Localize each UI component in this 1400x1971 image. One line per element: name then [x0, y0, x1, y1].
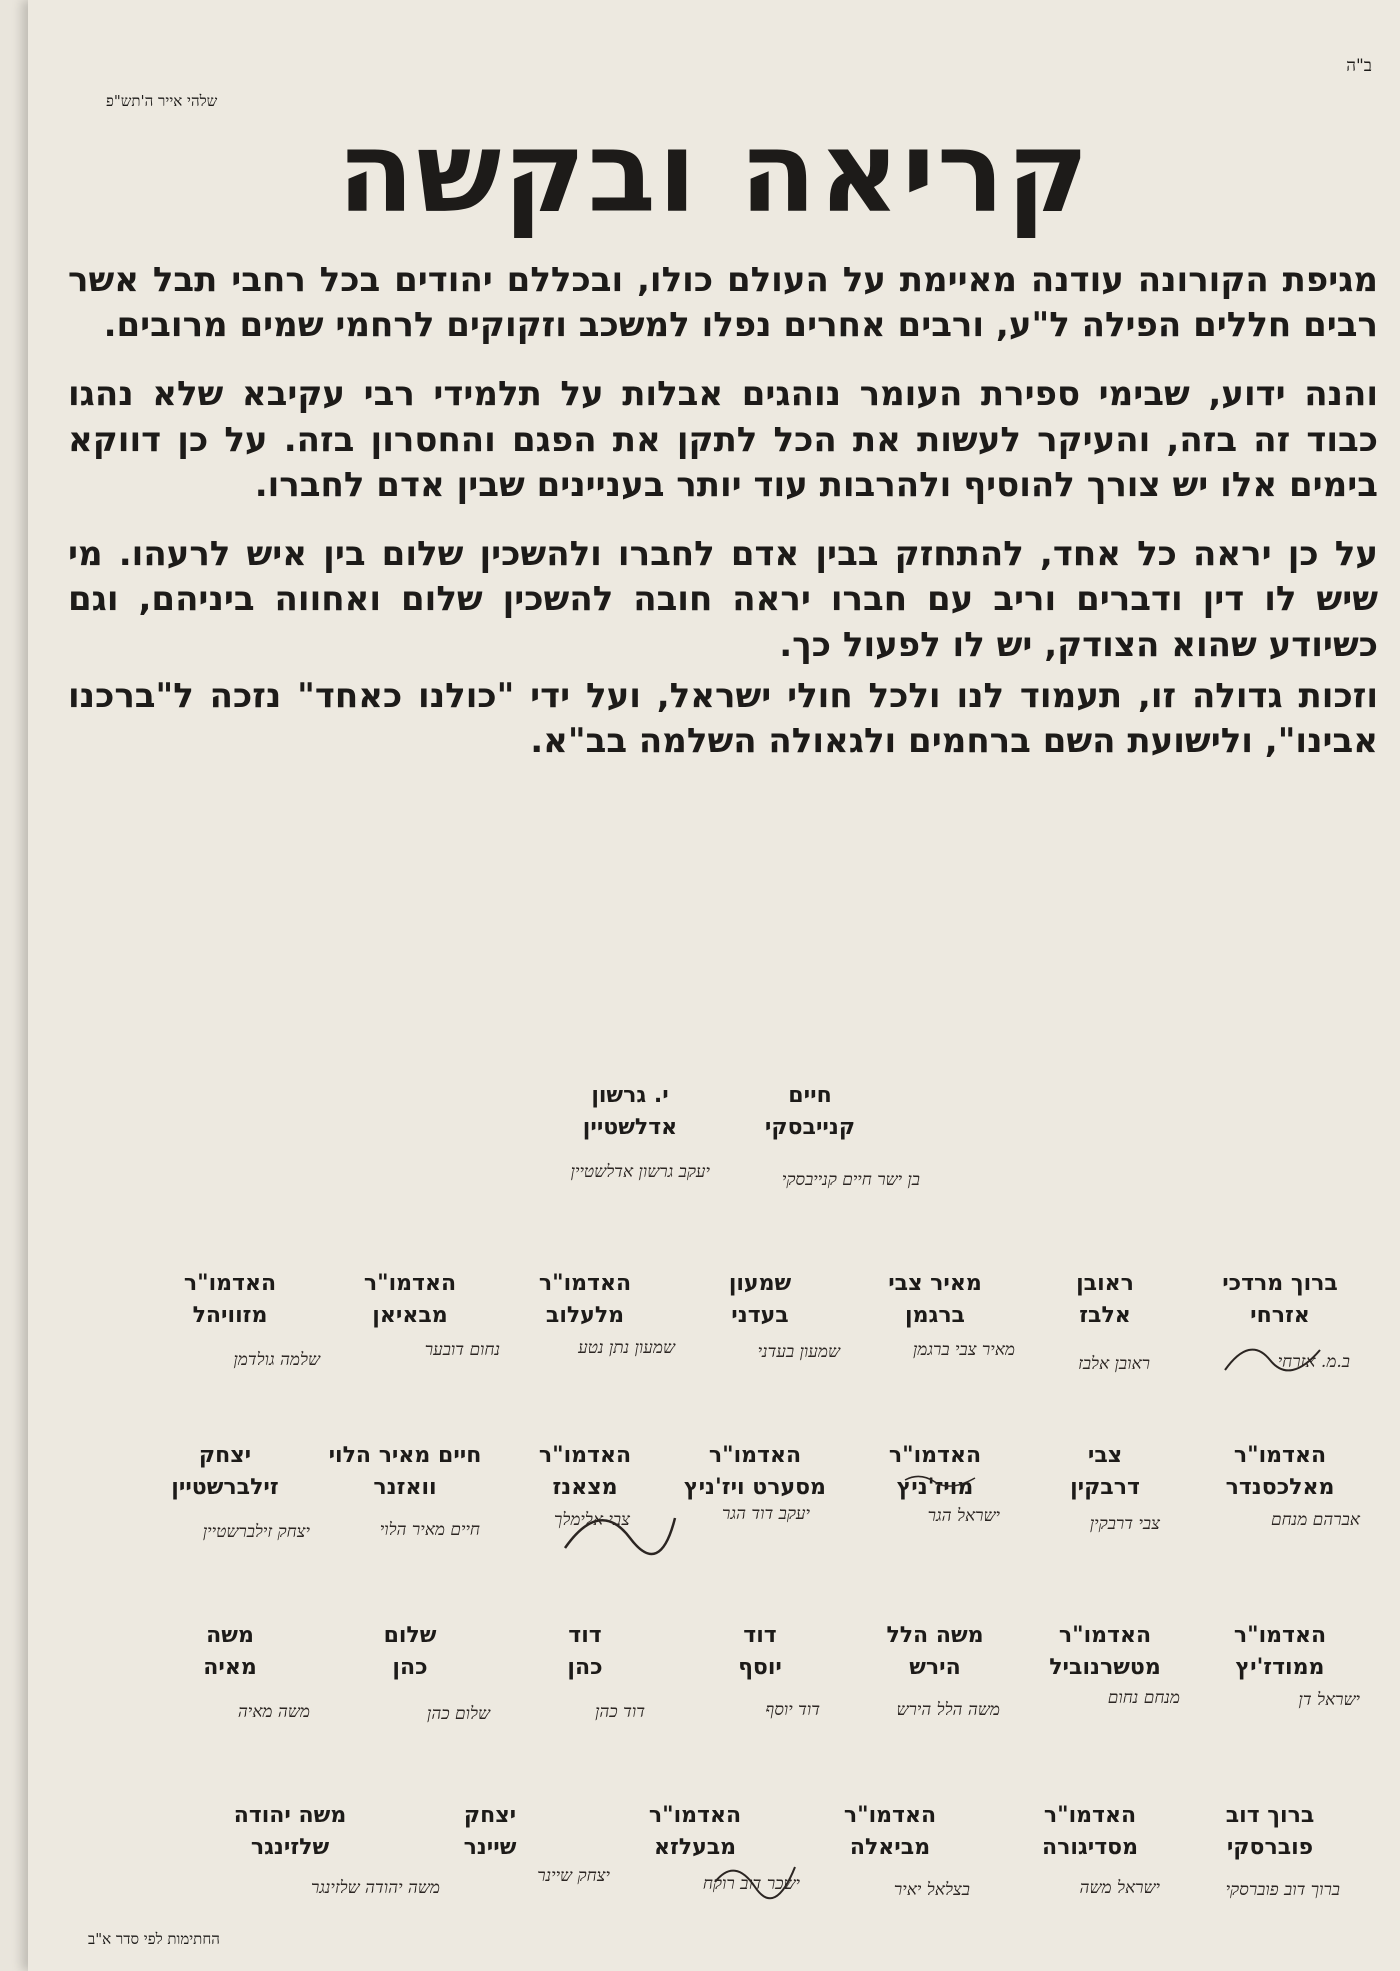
signatory: [1200, 1800, 1340, 1864]
signatory-line2: אלבז: [1079, 1302, 1131, 1328]
signatory-line1: שלום: [383, 1623, 437, 1648]
handwritten-signature: מנחם נחום: [1107, 1688, 1180, 1708]
signatory-line1: האדמו"ר: [1233, 1623, 1327, 1648]
signatory-line2: וואזנר: [373, 1474, 437, 1500]
handwritten-signature: יצחק שיינר: [537, 1866, 610, 1886]
signatory: [1210, 1268, 1350, 1332]
signatory-line1: האדמו"ר: [1043, 1803, 1137, 1828]
signatory-line2: מטשרנוביל: [1049, 1654, 1161, 1680]
handwritten-signature: מאיר צבי ברגמן: [912, 1340, 1015, 1360]
signatory: [865, 1268, 1005, 1332]
signature-scrawl: [1220, 1330, 1330, 1380]
signatory-line2: מאיה: [203, 1654, 257, 1680]
handwritten-signature: בן ישר חיים קנייבסקי: [781, 1170, 920, 1190]
handwritten-signature: דוד כהן: [595, 1702, 645, 1722]
signatory-line1: שמעון: [728, 1271, 792, 1296]
handwritten-signature: חיים מאיר הלוי: [379, 1520, 480, 1540]
top-signatory-1: [730, 1080, 890, 1144]
signatory-line2: קנייבסקי: [764, 1114, 856, 1140]
signatory: [1035, 1440, 1175, 1504]
signatory-line1: ברוך דוב: [1225, 1803, 1315, 1828]
signatory-line1: יצחק: [198, 1443, 252, 1468]
handwritten-signature: שלמה גולדמן: [233, 1350, 320, 1370]
signatory-line1: חיים מאיר הלוי: [328, 1443, 482, 1468]
signatory-line2: מצאנז: [552, 1474, 618, 1500]
signature-scrawl: [710, 1852, 800, 1902]
paragraph-2: והנה ידוע, שבימי ספירת העומר נוהגים אבלות על תלמידי רבי עקיבא שלא נהגו כבוד זה בזה, והעיקר לעשות את הכל לתקן את הפגם והחסרון בזה. על כן דווקא בימים אלו יש צורך להוסיף ולהרבות עוד יותר בעניינים שבין אדם לחברו.: [68, 374, 1378, 505]
signatory-line1: האדמו"ר: [888, 1443, 982, 1468]
signatory: [340, 1268, 480, 1332]
signatory-line1: האדמו"ר: [183, 1271, 277, 1296]
handwritten-signature: ישראל משה: [1079, 1878, 1160, 1898]
paragraph-3: על כן יראה כל אחד, להתחזק בבין אדם לחברו ולהשכין שלום בין איש לרעהו. מי שיש לו דין ודברים וריב עם חברו יראה חובה להשכין שלום ואחווה ביניהם, וגם כשיודע שהוא הצודק, יש לו לפעול כך.: [68, 534, 1378, 665]
body-text: [68, 258, 1378, 788]
signatory-line1: האדמו"ר: [648, 1803, 742, 1828]
signatory-line1: האדמו"ר: [363, 1271, 457, 1296]
top-signatory-2: [550, 1080, 710, 1144]
signatory-line2: מביאלה: [849, 1834, 931, 1860]
handwritten-signature: משה מאיה: [237, 1702, 310, 1722]
signatory-line1: ראובן: [1076, 1271, 1134, 1296]
signatory-line2: מסערט ויז'ניץ: [684, 1474, 826, 1500]
signatory-line2: מלעלוב: [545, 1302, 625, 1328]
signatory-line2: ברגמן: [905, 1302, 965, 1328]
footer-note: החתימות לפי סדר א"ב: [88, 1930, 220, 1948]
signatory-line1: האדמו"ר: [843, 1803, 937, 1828]
signatory-line1: משה יהודה: [233, 1803, 347, 1828]
signatory-line1: האדמו"ר: [538, 1271, 632, 1296]
handwritten-signature: שלום כהן: [427, 1704, 490, 1724]
handwritten-signature: יצחק זילברשטיין: [202, 1522, 310, 1542]
handwritten-signature: צבי אלימלך: [554, 1510, 630, 1530]
handwritten-signature: יעקב גרשון אדלשטיין: [570, 1162, 710, 1182]
signatory-line2: כהן: [567, 1654, 603, 1680]
signatory-line2: שלזינגר: [250, 1834, 330, 1860]
handwritten-signature: שמעון בעדני: [757, 1342, 840, 1362]
handwritten-signature: אברהם מנחם: [1271, 1510, 1360, 1530]
signatory-line1: האדמו"ר: [1233, 1443, 1327, 1468]
signatory: [690, 1620, 830, 1684]
signatory: [340, 1620, 480, 1684]
signatory-line2: יוסף: [738, 1654, 782, 1680]
page-title: קריאה ובקשה: [337, 108, 1091, 238]
signatory-line2: פוברסקי: [1226, 1834, 1314, 1860]
signatory-line1: האדמו"ר: [708, 1443, 802, 1468]
signatory-line1: יצחק: [463, 1803, 517, 1828]
handwritten-signature: צבי דרבקין: [1089, 1514, 1160, 1534]
signature-scrawl: [560, 1498, 680, 1558]
signatory: [160, 1620, 300, 1684]
signatory-line1: י. גרשון: [591, 1083, 669, 1108]
signatory-line2: מויז'ניץ: [896, 1474, 974, 1500]
signatory: [430, 1800, 550, 1864]
handwritten-signature: ברוך דוב פוברסקי: [1225, 1880, 1340, 1900]
signatory-line1: משה: [206, 1623, 254, 1648]
handwritten-signature: משה יהודה שלזינגר: [310, 1878, 440, 1898]
signatory: [675, 1440, 835, 1504]
signatory-line1: דוד: [568, 1623, 602, 1648]
signatory: [150, 1440, 300, 1504]
signatory: [515, 1620, 655, 1684]
signatory-line1: האדמו"ר: [538, 1443, 632, 1468]
signatory: [690, 1268, 830, 1332]
paragraph-4: וזכות גדולה זו, תעמוד לנו ולכל חולי ישראל, ועל ידי "כולנו כאחד" נזכה ל"ברכנו אבינו", ולישועת השם ברחמים ולגאולה השלמה בב"א.: [68, 675, 1378, 761]
bh-header: ב"ה: [1346, 56, 1372, 76]
handwritten-signature: שמעון נתן נטע: [578, 1338, 675, 1358]
signatory-line2: זילברשטיין: [171, 1474, 279, 1500]
signatory-line2: ממודז'יץ: [1235, 1654, 1325, 1680]
signatory: [220, 1800, 360, 1864]
handwritten-signature: בצלאל יאיר: [893, 1880, 970, 1900]
signatory-line2: אדלשטיין: [582, 1114, 678, 1140]
signatory: [515, 1440, 655, 1504]
handwritten-signature: ראובן אלבז: [1078, 1354, 1150, 1374]
signatory: [160, 1268, 300, 1332]
signatory: [515, 1268, 655, 1332]
handwritten-signature: ישכר דוב רוקח: [702, 1874, 800, 1894]
signatory: [1020, 1800, 1160, 1864]
signatory-line2: הירש: [909, 1654, 961, 1680]
signatory-line1: ברוך מרדכי: [1222, 1271, 1338, 1296]
signatory-line2: מאלכסנדר: [1225, 1474, 1335, 1500]
signatory-line2: כהן: [392, 1654, 428, 1680]
signatory: [1035, 1620, 1175, 1684]
signatory-line1: דוד: [743, 1623, 777, 1648]
signatory-line2: מזוויהל: [192, 1302, 268, 1328]
signatory: [820, 1800, 960, 1864]
signatory-line1: האדמו"ר: [1058, 1623, 1152, 1648]
signatory: [865, 1620, 1005, 1684]
signatory-line2: בעדני: [731, 1302, 789, 1328]
signature-scrawl: [900, 1470, 980, 1490]
handwritten-signature: ישראל הגר: [927, 1506, 1000, 1526]
signatory-line1: צבי: [1087, 1443, 1123, 1468]
signatory-line2: מבעלזא: [653, 1834, 737, 1860]
signatory-line2: מסדיגורה: [1041, 1834, 1139, 1860]
handwritten-signature: משה הלל הירש: [896, 1700, 1000, 1720]
signatory: [1210, 1620, 1350, 1684]
handwritten-signature: דוד יוסף: [765, 1700, 820, 1720]
signatory-line2: דרבקין: [1070, 1474, 1140, 1500]
signatory-line2: מבאיאן: [372, 1302, 448, 1328]
date-line: שלהי אייר ה'תש"פ: [106, 92, 218, 110]
signatory: [325, 1440, 485, 1504]
signatory: [1210, 1440, 1350, 1504]
signatory-line1: משה הלל: [886, 1623, 984, 1648]
signatory-line1: מאיר צבי: [888, 1271, 982, 1296]
handwritten-signature: נחום דובער: [424, 1340, 500, 1360]
document-sheet: [28, 0, 1400, 1971]
signatory-line2: אזרחי: [1250, 1302, 1310, 1328]
signatory-line1: חיים: [788, 1083, 832, 1108]
handwritten-signature: ב.מ. אזרחי: [1277, 1352, 1350, 1372]
signatory: [1035, 1268, 1175, 1332]
handwritten-signature: ישראל דן: [1298, 1690, 1360, 1710]
paragraph-1: מגיפת הקורונה עודנה מאיימת על העולם כולו, ובכללם יהודים בכל רחבי תבל אשר רבים חללים הפילה ל"ע, ורבים אחרים נפלו למשכב וזקוקים לרחמי שמים מרובים.: [68, 260, 1378, 346]
handwritten-signature: יעקב דוד הגר: [722, 1504, 810, 1524]
signatory-line2: שיינר: [463, 1834, 517, 1860]
